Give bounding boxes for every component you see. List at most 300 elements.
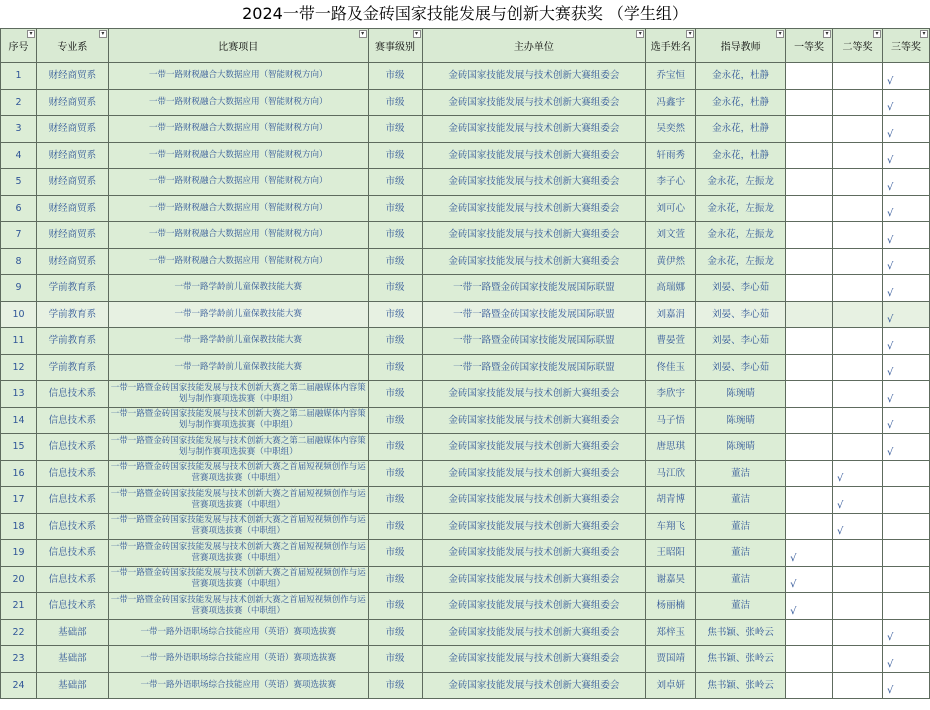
cell-dept[interactable]: 学前教育系: [36, 328, 108, 355]
filter-dropdown-icon[interactable]: ▾: [413, 30, 421, 38]
cell-no[interactable]: 22: [1, 619, 37, 646]
cell-organizer[interactable]: 金砖国家技能发展与技术创新大赛组委会: [422, 566, 646, 593]
cell-second-prize[interactable]: [833, 222, 883, 249]
cell-teacher[interactable]: 陈琬晴: [696, 381, 786, 408]
cell-no[interactable]: 23: [1, 646, 37, 673]
cell-student[interactable]: 乔宝恒: [646, 63, 696, 90]
header-organizer[interactable]: [422, 29, 646, 63]
cell-second-prize[interactable]: [833, 381, 883, 408]
cell-student[interactable]: 郑梓玉: [646, 619, 696, 646]
cell-first-prize[interactable]: [786, 328, 833, 355]
cell-third-prize[interactable]: [882, 540, 929, 567]
table-row: [1, 169, 930, 196]
cell-second-prize[interactable]: [833, 116, 883, 143]
cell-second-prize[interactable]: [833, 275, 883, 302]
cell-first-prize[interactable]: [786, 381, 833, 408]
cell-organizer[interactable]: 金砖国家技能发展与技术创新大赛组委会: [422, 142, 646, 169]
cell-dept[interactable]: 财经商贸系: [36, 169, 108, 196]
header-label: 二等奖: [842, 42, 873, 53]
cell-second-prize[interactable]: [833, 593, 883, 620]
header-student[interactable]: [646, 29, 696, 63]
cell-teacher[interactable]: 金永花，左振龙: [696, 195, 786, 222]
cell-no[interactable]: 2: [1, 89, 37, 116]
cell-level[interactable]: 市级: [368, 619, 422, 646]
cell-no[interactable]: 13: [1, 381, 37, 408]
cell-student[interactable]: 曹晏萱: [646, 328, 696, 355]
cell-student[interactable]: 车翔飞: [646, 513, 696, 540]
cell-first-prize[interactable]: [786, 116, 833, 143]
cell-second-prize[interactable]: [833, 540, 883, 567]
cell-student[interactable]: 李子心: [646, 169, 696, 196]
cell-dept[interactable]: 学前教育系: [36, 354, 108, 381]
cell-second-prize[interactable]: [833, 248, 883, 275]
cell-teacher[interactable]: 刘晏、李心茹: [696, 328, 786, 355]
cell-student[interactable]: 胡青博: [646, 487, 696, 514]
cell-teacher[interactable]: 金永花，左振龙: [696, 248, 786, 275]
cell-level[interactable]: 市级: [368, 301, 422, 328]
cell-teacher[interactable]: 陈琬晴: [696, 434, 786, 461]
cell-dept[interactable]: 信息技术系: [36, 513, 108, 540]
cell-teacher[interactable]: 焦书颖、张岭云: [696, 646, 786, 673]
table-row: [1, 328, 930, 355]
cell-teacher[interactable]: 董洁: [696, 460, 786, 487]
cell-third-prize[interactable]: [882, 513, 929, 540]
cell-project[interactable]: 一带一路财税融合大数据应用（智能财税方向）: [108, 195, 368, 222]
cell-no[interactable]: 5: [1, 169, 37, 196]
cell-first-prize[interactable]: [786, 540, 833, 567]
cell-project[interactable]: 一带一路财税融合大数据应用（智能财税方向）: [108, 169, 368, 196]
cell-organizer[interactable]: 金砖国家技能发展与技术创新大赛组委会: [422, 89, 646, 116]
cell-teacher[interactable]: 金永花，杜静: [696, 116, 786, 143]
filter-dropdown-icon[interactable]: ▾: [686, 30, 694, 38]
cell-teacher[interactable]: 刘晏、李心茹: [696, 275, 786, 302]
cell-organizer[interactable]: 金砖国家技能发展与技术创新大赛组委会: [422, 434, 646, 461]
cell-student[interactable]: 贾国靖: [646, 646, 696, 673]
table-row: [1, 646, 930, 673]
cell-level[interactable]: 市级: [368, 513, 422, 540]
cell-organizer[interactable]: 金砖国家技能发展与技术创新大赛组委会: [422, 195, 646, 222]
cell-first-prize[interactable]: [786, 593, 833, 620]
cell-project[interactable]: 一带一路暨金砖国家技能发展与技术创新大赛之首届短视频创作与运营赛项选拔赛（中职组）: [108, 540, 368, 567]
cell-first-prize[interactable]: [786, 460, 833, 487]
cell-level[interactable]: 市级: [368, 354, 422, 381]
cell-project[interactable]: 一带一路暨金砖国家技能发展与技术创新大赛之首届短视频创作与运营赛项选拔赛（中职组）: [108, 513, 368, 540]
cell-level[interactable]: 市级: [368, 672, 422, 699]
cell-student[interactable]: 马子悟: [646, 407, 696, 434]
cell-student[interactable]: 高瑞娜: [646, 275, 696, 302]
cell-no[interactable]: 18: [1, 513, 37, 540]
filter-dropdown-icon[interactable]: ▾: [776, 30, 784, 38]
cell-project[interactable]: 一带一路暨金砖国家技能发展与技术创新大赛之第二届融媒体内容策划与制作赛项选拔赛（中职组）: [108, 407, 368, 434]
header-no[interactable]: [1, 29, 37, 63]
header-label: 专业系: [57, 42, 88, 53]
check-mark-icon: √: [790, 552, 797, 564]
cell-teacher[interactable]: 金永花，杜静: [696, 89, 786, 116]
cell-first-prize[interactable]: [786, 566, 833, 593]
cell-organizer[interactable]: 一带一路暨金砖国家技能发展国际联盟: [422, 354, 646, 381]
cell-third-prize[interactable]: [882, 248, 929, 275]
cell-student[interactable]: 马江欣: [646, 460, 696, 487]
cell-organizer[interactable]: 一带一路暨金砖国家技能发展国际联盟: [422, 328, 646, 355]
table-row: [1, 275, 930, 302]
cell-project[interactable]: 一带一路暨金砖国家技能发展与技术创新大赛之首届短视频创作与运营赛项选拔赛（中职组）: [108, 593, 368, 620]
cell-third-prize[interactable]: [882, 646, 929, 673]
table-row: [1, 407, 930, 434]
check-mark-icon: √: [886, 340, 894, 352]
cell-student[interactable]: 刘文萱: [646, 222, 696, 249]
cell-third-prize[interactable]: [882, 116, 929, 143]
cell-first-prize[interactable]: [786, 275, 833, 302]
cell-organizer[interactable]: 一带一路暨金砖国家技能发展国际联盟: [422, 275, 646, 302]
cell-dept[interactable]: 基础部: [36, 646, 108, 673]
cell-first-prize[interactable]: [786, 619, 833, 646]
check-mark-icon: √: [886, 75, 894, 87]
cell-project[interactable]: 一带一路学龄前儿童保教技能大赛: [108, 301, 368, 328]
check-mark-icon: √: [886, 208, 894, 219]
cell-second-prize[interactable]: [833, 487, 883, 514]
cell-second-prize[interactable]: [833, 195, 883, 222]
cell-project[interactable]: 一带一路暨金砖国家技能发展与技术创新大赛之首届短视频创作与运营赛项选拔赛（中职组）: [108, 460, 368, 487]
cell-second-prize[interactable]: [833, 566, 883, 593]
cell-project[interactable]: 一带一路暨金砖国家技能发展与技术创新大赛之第二届融媒体内容策划与制作赛项选拔赛（中职组）: [108, 381, 368, 408]
cell-first-prize[interactable]: [786, 672, 833, 699]
cell-organizer[interactable]: 金砖国家技能发展与技术创新大赛组委会: [422, 381, 646, 408]
cell-level[interactable]: 市级: [368, 646, 422, 673]
cell-no[interactable]: 4: [1, 142, 37, 169]
cell-level[interactable]: 市级: [368, 116, 422, 143]
cell-dept[interactable]: 信息技术系: [36, 460, 108, 487]
table-row: [1, 248, 930, 275]
cell-no[interactable]: 9: [1, 275, 37, 302]
cell-organizer[interactable]: 金砖国家技能发展与技术创新大赛组委会: [422, 619, 646, 646]
cell-no[interactable]: 3: [1, 116, 37, 143]
cell-organizer[interactable]: 金砖国家技能发展与技术创新大赛组委会: [422, 487, 646, 514]
cell-second-prize[interactable]: [833, 328, 883, 355]
cell-student[interactable]: 谢嘉昊: [646, 566, 696, 593]
cell-first-prize[interactable]: [786, 169, 833, 196]
cell-organizer[interactable]: 金砖国家技能发展与技术创新大赛组委会: [422, 116, 646, 143]
cell-student[interactable]: 刘卓妍: [646, 672, 696, 699]
cell-teacher[interactable]: 金永花，杜静: [696, 142, 786, 169]
check-mark-icon: √: [886, 314, 894, 325]
cell-second-prize[interactable]: [833, 672, 883, 699]
cell-level[interactable]: 市级: [368, 381, 422, 408]
cell-first-prize[interactable]: [786, 487, 833, 514]
cell-dept[interactable]: 信息技术系: [36, 381, 108, 408]
check-mark-icon: √: [886, 102, 894, 113]
cell-third-prize[interactable]: [882, 434, 929, 461]
cell-level[interactable]: 市级: [368, 460, 422, 487]
cell-level[interactable]: 市级: [368, 328, 422, 355]
cell-dept[interactable]: 学前教育系: [36, 275, 108, 302]
cell-third-prize[interactable]: [882, 619, 929, 646]
table-row: [1, 513, 930, 540]
cell-level[interactable]: 市级: [368, 566, 422, 593]
cell-project[interactable]: 一带一路学龄前儿童保教技能大赛: [108, 354, 368, 381]
header-label: 序号: [8, 42, 29, 53]
cell-second-prize[interactable]: [833, 619, 883, 646]
cell-level[interactable]: 市级: [368, 593, 422, 620]
cell-third-prize[interactable]: [882, 301, 929, 328]
cell-no[interactable]: 21: [1, 593, 37, 620]
cell-first-prize[interactable]: [786, 646, 833, 673]
cell-teacher[interactable]: 焦书颖、张岭云: [696, 619, 786, 646]
cell-project[interactable]: 一带一路学龄前儿童保教技能大赛: [108, 275, 368, 302]
cell-no[interactable]: 1: [1, 63, 37, 90]
check-mark-icon: √: [886, 155, 894, 166]
header-dept[interactable]: [36, 29, 108, 63]
cell-second-prize[interactable]: [833, 89, 883, 116]
cell-no[interactable]: 10: [1, 301, 37, 328]
cell-student[interactable]: 黄伊然: [646, 248, 696, 275]
cell-dept[interactable]: 财经商贸系: [36, 116, 108, 143]
awards-table: [0, 28, 930, 699]
cell-third-prize[interactable]: [882, 460, 929, 487]
cell-third-prize[interactable]: [882, 89, 929, 116]
cell-third-prize[interactable]: [882, 672, 929, 699]
cell-dept[interactable]: 财经商贸系: [36, 195, 108, 222]
cell-dept[interactable]: 财经商贸系: [36, 63, 108, 90]
cell-organizer[interactable]: 金砖国家技能发展与技术创新大赛组委会: [422, 169, 646, 196]
cell-second-prize[interactable]: [833, 169, 883, 196]
cell-dept[interactable]: 财经商贸系: [36, 89, 108, 116]
cell-student[interactable]: 王昭阳: [646, 540, 696, 567]
cell-first-prize[interactable]: [786, 513, 833, 540]
cell-third-prize[interactable]: [882, 354, 929, 381]
check-mark-icon: √: [790, 605, 797, 617]
header-label: 主办单位: [513, 42, 554, 53]
table-row: [1, 593, 930, 620]
cell-no[interactable]: 7: [1, 222, 37, 249]
header-project[interactable]: [108, 29, 368, 63]
cell-third-prize[interactable]: [882, 407, 929, 434]
filter-dropdown-icon[interactable]: ▾: [636, 30, 644, 38]
cell-student[interactable]: 杨丽楠: [646, 593, 696, 620]
cell-dept[interactable]: 信息技术系: [36, 487, 108, 514]
header-label: 选手姓名: [650, 42, 691, 53]
cell-third-prize[interactable]: [882, 566, 929, 593]
filter-dropdown-icon[interactable]: ▾: [873, 30, 881, 38]
cell-dept[interactable]: 基础部: [36, 672, 108, 699]
cell-third-prize[interactable]: [882, 328, 929, 355]
cell-student[interactable]: 唐思琪: [646, 434, 696, 461]
cell-project[interactable]: 一带一路暨金砖国家技能发展与技术创新大赛之第二届融媒体内容策划与制作赛项选拔赛（中职组）: [108, 434, 368, 461]
check-mark-icon: √: [837, 526, 844, 537]
cell-third-prize[interactable]: [882, 142, 929, 169]
cell-student[interactable]: 刘嘉涓: [646, 301, 696, 328]
cell-second-prize[interactable]: [833, 513, 883, 540]
cell-organizer[interactable]: 金砖国家技能发展与技术创新大赛组委会: [422, 540, 646, 567]
cell-student[interactable]: 冯鑫宇: [646, 89, 696, 116]
table-row: [1, 63, 930, 90]
cell-first-prize[interactable]: [786, 354, 833, 381]
cell-second-prize[interactable]: [833, 354, 883, 381]
cell-level[interactable]: 市级: [368, 275, 422, 302]
cell-second-prize[interactable]: [833, 460, 883, 487]
cell-second-prize[interactable]: [833, 434, 883, 461]
cell-first-prize[interactable]: [786, 407, 833, 434]
cell-organizer[interactable]: 金砖国家技能发展与技术创新大赛组委会: [422, 63, 646, 90]
cell-teacher[interactable]: 董洁: [696, 540, 786, 567]
cell-teacher[interactable]: 刘晏、李心茹: [696, 354, 786, 381]
cell-organizer[interactable]: 金砖国家技能发展与技术创新大赛组委会: [422, 593, 646, 620]
check-mark-icon: √: [886, 128, 894, 140]
cell-third-prize[interactable]: [882, 487, 929, 514]
cell-second-prize[interactable]: [833, 646, 883, 673]
filter-dropdown-icon[interactable]: ▾: [920, 30, 928, 38]
cell-no[interactable]: 14: [1, 407, 37, 434]
cell-organizer[interactable]: 一带一路暨金砖国家技能发展国际联盟: [422, 301, 646, 328]
cell-level[interactable]: 市级: [368, 222, 422, 249]
cell-teacher[interactable]: 金永花，左振龙: [696, 222, 786, 249]
cell-dept[interactable]: 基础部: [36, 619, 108, 646]
cell-project[interactable]: 一带一路财税融合大数据应用（智能财税方向）: [108, 142, 368, 169]
cell-dept[interactable]: 财经商贸系: [36, 142, 108, 169]
table-row: [1, 89, 930, 116]
cell-no[interactable]: 19: [1, 540, 37, 567]
cell-project[interactable]: 一带一路学龄前儿童保教技能大赛: [108, 328, 368, 355]
cell-teacher[interactable]: 陈琬晴: [696, 407, 786, 434]
cell-student[interactable]: 刘可心: [646, 195, 696, 222]
cell-third-prize[interactable]: [882, 169, 929, 196]
cell-project[interactable]: 一带一路财税融合大数据应用（智能财税方向）: [108, 63, 368, 90]
cell-project[interactable]: 一带一路暨金砖国家技能发展与技术创新大赛之首届短视频创作与运营赛项选拔赛（中职组）: [108, 487, 368, 514]
cell-organizer[interactable]: 金砖国家技能发展与技术创新大赛组委会: [422, 407, 646, 434]
cell-level[interactable]: 市级: [368, 169, 422, 196]
cell-dept[interactable]: 财经商贸系: [36, 248, 108, 275]
filter-dropdown-icon[interactable]: ▾: [359, 30, 367, 38]
cell-no[interactable]: 6: [1, 195, 37, 222]
cell-project[interactable]: 一带一路暨金砖国家技能发展与技术创新大赛之首届短视频创作与运营赛项选拔赛（中职组）: [108, 566, 368, 593]
cell-teacher[interactable]: 董洁: [696, 593, 786, 620]
cell-second-prize[interactable]: [833, 142, 883, 169]
check-mark-icon: √: [886, 658, 894, 670]
cell-project[interactable]: 一带一路财税融合大数据应用（智能财税方向）: [108, 89, 368, 116]
cell-dept[interactable]: 信息技术系: [36, 434, 108, 461]
check-mark-icon: √: [886, 367, 894, 378]
cell-level[interactable]: 市级: [368, 248, 422, 275]
cell-project[interactable]: 一带一路财税融合大数据应用（智能财税方向）: [108, 222, 368, 249]
cell-teacher[interactable]: 金永花，左振龙: [696, 169, 786, 196]
cell-student[interactable]: 轩雨秀: [646, 142, 696, 169]
header-third-prize[interactable]: [882, 29, 929, 63]
cell-dept[interactable]: 信息技术系: [36, 566, 108, 593]
cell-level[interactable]: 市级: [368, 195, 422, 222]
cell-third-prize[interactable]: [882, 63, 929, 90]
cell-first-prize[interactable]: [786, 63, 833, 90]
cell-project[interactable]: 一带一路外语职场综合技能应用（英语）赛项选拔赛: [108, 672, 368, 699]
cell-third-prize[interactable]: [882, 195, 929, 222]
check-mark-icon: √: [886, 393, 894, 405]
cell-dept[interactable]: 学前教育系: [36, 301, 108, 328]
cell-no[interactable]: 20: [1, 566, 37, 593]
header-teacher[interactable]: [696, 29, 786, 63]
cell-project[interactable]: 一带一路财税融合大数据应用（智能财税方向）: [108, 116, 368, 143]
cell-student[interactable]: 吴奕然: [646, 116, 696, 143]
cell-third-prize[interactable]: [882, 222, 929, 249]
header-second-prize[interactable]: [833, 29, 883, 63]
check-mark-icon: √: [886, 420, 894, 431]
table-row: [1, 672, 930, 699]
cell-project[interactable]: 一带一路外语职场综合技能应用（英语）赛项选拔赛: [108, 646, 368, 673]
check-mark-icon: √: [886, 632, 894, 643]
cell-second-prize[interactable]: [833, 407, 883, 434]
cell-organizer[interactable]: 金砖国家技能发展与技术创新大赛组委会: [422, 248, 646, 275]
check-mark-icon: √: [886, 446, 894, 458]
cell-no[interactable]: 17: [1, 487, 37, 514]
check-mark-icon: √: [837, 473, 844, 484]
table-row: [1, 460, 930, 487]
cell-no[interactable]: 12: [1, 354, 37, 381]
cell-second-prize[interactable]: [833, 301, 883, 328]
cell-first-prize[interactable]: [786, 89, 833, 116]
cell-first-prize[interactable]: [786, 142, 833, 169]
cell-teacher[interactable]: 金永花，杜静: [696, 63, 786, 90]
cell-third-prize[interactable]: [882, 593, 929, 620]
cell-no[interactable]: 24: [1, 672, 37, 699]
cell-teacher[interactable]: 刘晏、李心茹: [696, 301, 786, 328]
cell-no[interactable]: 15: [1, 434, 37, 461]
cell-level[interactable]: 市级: [368, 540, 422, 567]
filter-dropdown-icon[interactable]: ▾: [99, 30, 107, 38]
cell-first-prize[interactable]: [786, 301, 833, 328]
table-row: [1, 195, 930, 222]
cell-first-prize[interactable]: [786, 195, 833, 222]
cell-level[interactable]: 市级: [368, 142, 422, 169]
cell-third-prize[interactable]: [882, 275, 929, 302]
filter-dropdown-icon[interactable]: ▾: [27, 30, 35, 38]
cell-third-prize[interactable]: [882, 381, 929, 408]
cell-level[interactable]: 市级: [368, 434, 422, 461]
cell-teacher[interactable]: 董洁: [696, 487, 786, 514]
cell-organizer[interactable]: 金砖国家技能发展与技术创新大赛组委会: [422, 222, 646, 249]
cell-level[interactable]: 市级: [368, 89, 422, 116]
cell-first-prize[interactable]: [786, 248, 833, 275]
cell-project[interactable]: 一带一路外语职场综合技能应用（英语）赛项选拔赛: [108, 619, 368, 646]
cell-level[interactable]: 市级: [368, 407, 422, 434]
cell-organizer[interactable]: 金砖国家技能发展与技术创新大赛组委会: [422, 460, 646, 487]
cell-dept[interactable]: 信息技术系: [36, 540, 108, 567]
cell-level[interactable]: 市级: [368, 63, 422, 90]
header-first-prize[interactable]: [786, 29, 833, 63]
cell-teacher[interactable]: 董洁: [696, 566, 786, 593]
header-level[interactable]: [368, 29, 422, 63]
cell-dept[interactable]: 信息技术系: [36, 593, 108, 620]
cell-first-prize[interactable]: [786, 222, 833, 249]
cell-organizer[interactable]: 金砖国家技能发展与技术创新大赛组委会: [422, 513, 646, 540]
cell-teacher[interactable]: 董洁: [696, 513, 786, 540]
cell-teacher[interactable]: 焦书颖、张岭云: [696, 672, 786, 699]
cell-level[interactable]: 市级: [368, 487, 422, 514]
table-row: [1, 619, 930, 646]
table-row: [1, 540, 930, 567]
cell-second-prize[interactable]: [833, 63, 883, 90]
cell-first-prize[interactable]: [786, 434, 833, 461]
cell-student[interactable]: 李欣宇: [646, 381, 696, 408]
cell-student[interactable]: 佟佳玉: [646, 354, 696, 381]
cell-no[interactable]: 8: [1, 248, 37, 275]
header-label: 指导教师: [720, 42, 761, 53]
cell-organizer[interactable]: 金砖国家技能发展与技术创新大赛组委会: [422, 646, 646, 673]
cell-project[interactable]: 一带一路财税融合大数据应用（智能财税方向）: [108, 248, 368, 275]
check-mark-icon: √: [790, 579, 797, 590]
cell-no[interactable]: 11: [1, 328, 37, 355]
cell-no[interactable]: 16: [1, 460, 37, 487]
filter-dropdown-icon[interactable]: ▾: [823, 30, 831, 38]
cell-organizer[interactable]: 金砖国家技能发展与技术创新大赛组委会: [422, 672, 646, 699]
cell-dept[interactable]: 财经商贸系: [36, 222, 108, 249]
cell-dept[interactable]: 信息技术系: [36, 407, 108, 434]
